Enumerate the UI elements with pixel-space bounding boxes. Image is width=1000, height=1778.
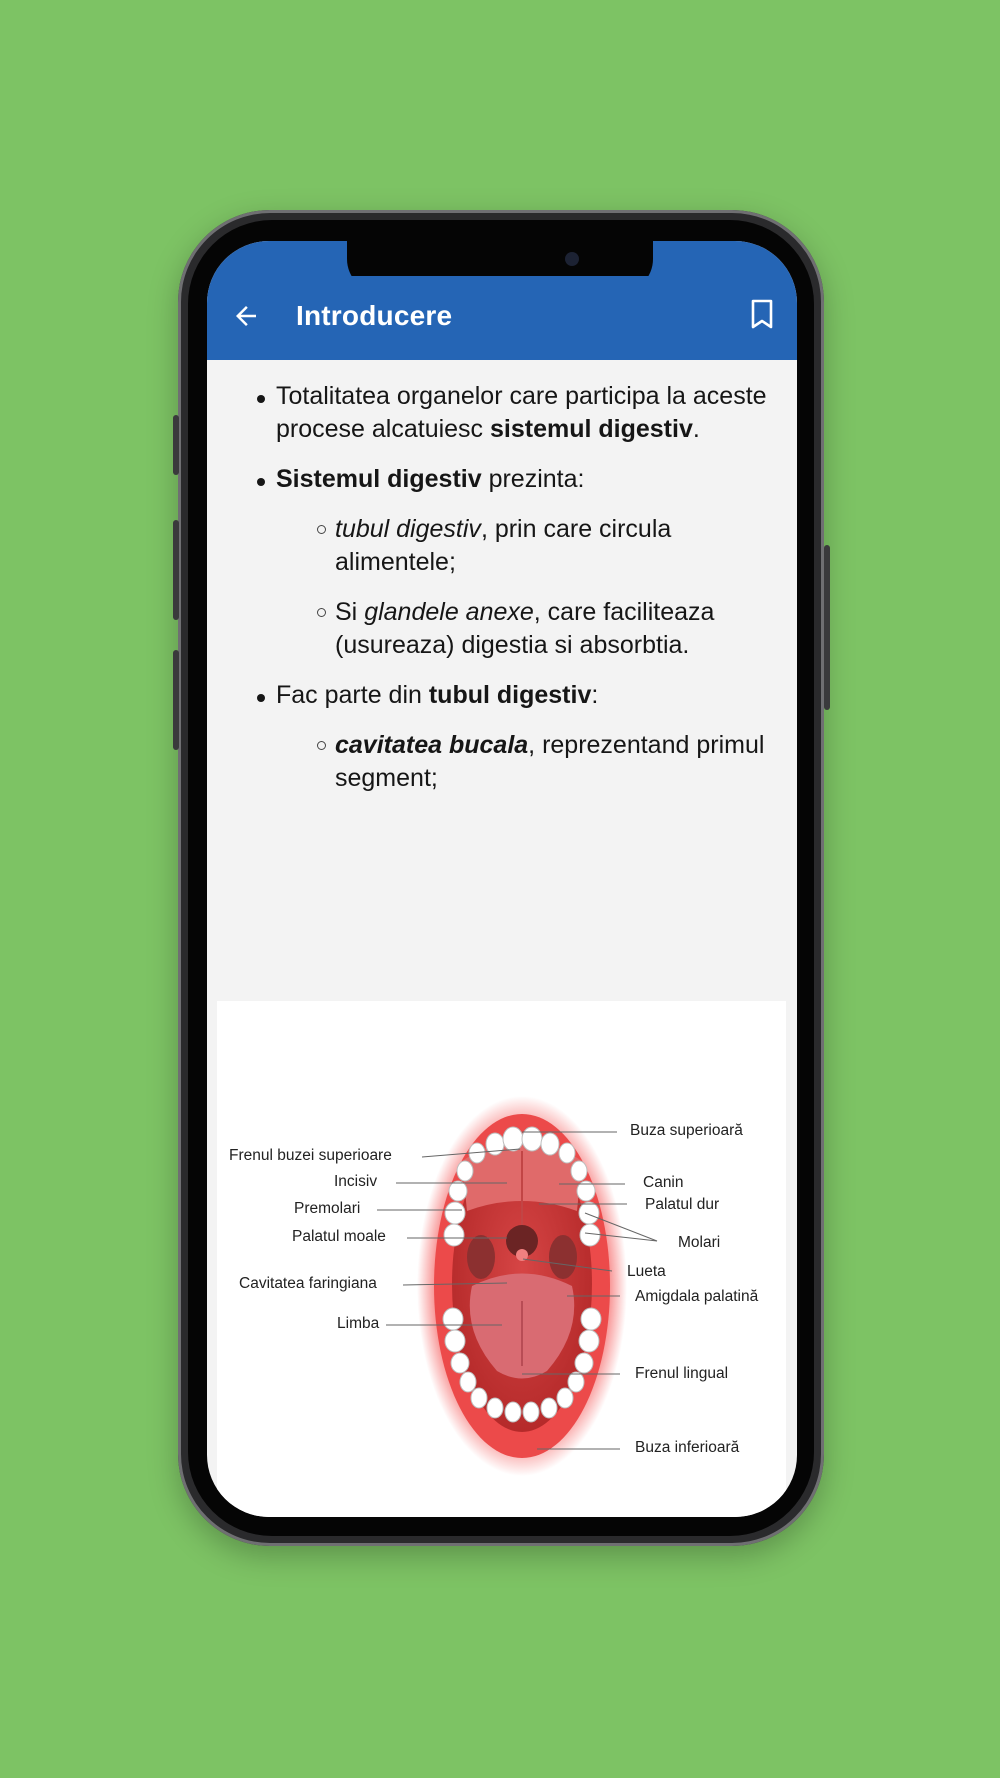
bullet-text: , prin care circula alimentele; — [335, 515, 672, 576]
sub-bullet-item — [207, 729, 797, 795]
label-molari: Molari — [678, 1234, 721, 1251]
italic-text: tubul digestiv — [335, 515, 481, 543]
label-palatul-moale: Palatul moale — [292, 1228, 386, 1245]
bullet-dot — [257, 395, 265, 403]
bullet-text: , care faciliteaza (usureaza) digestia si absorbtia. — [335, 598, 715, 659]
bullet-text: Totalitatea organelor care participa la aceste procese alcatuiesc — [276, 382, 767, 443]
sub-bullet-item — [207, 513, 797, 579]
bullet-text: Fac parte din — [276, 681, 429, 709]
bullet-dot — [257, 478, 265, 486]
label-amigdala-palatina: Amigdala palatină — [635, 1288, 759, 1305]
bullet-item — [207, 380, 797, 446]
sub-bullet-ring — [317, 525, 326, 534]
punctuation: . — [692, 415, 700, 443]
bullet-dot — [257, 694, 265, 702]
label-cavitatea-faringiana: Cavitatea faringiana — [239, 1275, 377, 1292]
mouth-anatomy-diagram — [217, 1001, 786, 1517]
label-premolari: Premolari — [294, 1200, 361, 1217]
bold-italic-text: cavitatea bucala — [335, 731, 529, 759]
volume-down-button — [173, 650, 179, 750]
bullet-item — [207, 463, 797, 496]
bold-text: Sistemul digestiv — [276, 465, 482, 493]
label-lueta: Lueta — [627, 1263, 666, 1280]
label-palatul-dur: Palatul dur — [645, 1196, 720, 1213]
bullet-text: prezinta: — [481, 465, 585, 493]
power-button — [824, 545, 830, 710]
front-camera — [565, 252, 579, 266]
label-buza-inferioara: Buza inferioară — [635, 1439, 740, 1456]
label-canin: Canin — [643, 1174, 684, 1191]
label-frenul-buzei-superioare: Frenul buzei superioare — [229, 1147, 392, 1164]
silent-switch — [173, 415, 179, 475]
bullet-text: Si — [335, 598, 365, 626]
sub-bullet-item — [207, 596, 797, 662]
app-screen — [207, 241, 797, 1517]
bullet-text: , reprezentand primul segment; — [335, 731, 765, 792]
lesson-content — [207, 360, 797, 1456]
bold-text: sistemul digestiv — [490, 415, 693, 443]
label-buza-superioara: Buza superioară — [630, 1122, 743, 1139]
label-frenul-lingual: Frenul lingual — [635, 1365, 729, 1382]
page-title: Introducere — [296, 300, 453, 331]
label-limba: Limba — [337, 1315, 380, 1332]
arrow-left-icon[interactable] — [231, 301, 261, 331]
label-incisiv: Incisiv — [334, 1173, 378, 1190]
bullet-item — [207, 679, 797, 712]
bold-text: tubul digestiv — [428, 681, 592, 709]
punctuation: : — [591, 681, 599, 709]
volume-up-button — [173, 520, 179, 620]
sub-bullet-ring — [317, 741, 326, 750]
sub-bullet-ring — [317, 608, 326, 617]
italic-text: glandele anexe — [364, 598, 534, 626]
app-bar — [207, 276, 797, 360]
bookmark-icon[interactable] — [750, 299, 774, 329]
